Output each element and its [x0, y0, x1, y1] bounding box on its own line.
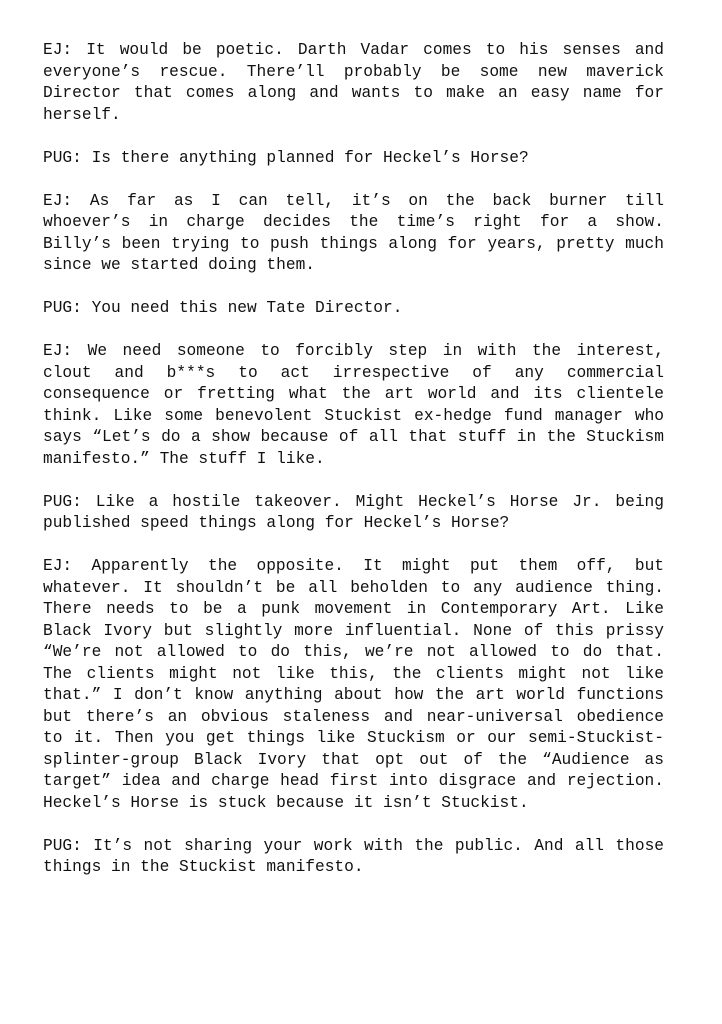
paragraph-pug-heckels-horse-question: PUG: Is there anything planned for Heckel’s Horse? — [43, 148, 529, 167]
paragraph-pug-not-sharing: PUG: It’s not sharing your work with the public. And all those things in the Stuckist manifesto. — [43, 836, 664, 876]
document-page — [43, 40, 664, 900]
paragraph-ej-forcibly-step-in: EJ: We need someone to forcibly step in with the interest, clout and b***s to act irrespective of any commercial consequence or fretting what the art world and its clientele think. Like some benevolent Stuckist ex-hedge fund manager who says “Let’s do a show because of all that stuff in the Stuckism manifesto.” The stuff I like. — [43, 342, 664, 468]
paragraph-pug-hostile-takeover: PUG: Like a hostile takeover. Might Heckel’s Horse Jr. being published speed things along for Heckel’s Horse? — [43, 492, 664, 532]
paragraph-ej-back-burner: EJ: As far as I can tell, it’s on the back burner till whoever’s in charge decides the time’s right for a show. Billy’s been trying to push things along for years, pretty much since we started doing them. — [43, 191, 664, 274]
paragraph-ej-poetic: EJ: It would be poetic. Darth Vadar comes to his senses and everyone’s rescue. There’ll probably be some new maverick Director that comes along and wants to make an easy name for herself. — [43, 41, 664, 124]
paragraph-pug-tate-director: PUG: You need this new Tate Director. — [43, 299, 403, 317]
paragraph-ej-apparently-opposite: EJ: Apparently the opposite. It might put them off, but whatever. It shouldn’t be all beholden to any audience thing. There needs to be a punk movement in Contemporary Art. Like Black Ivory but slightly more influential. None of this prissy “We’re not allowed to do this, we’re not allowed to do that. The clients might not like this, the clients might not like that.” I don’t know anything about how the art world functions but there’s an obvious staleness and near-universal obedience to it. Then you get things like Stuckism or our semi-Stuckist-splinter-group Black Ivory that opt out of the “Audience as target” idea and charge head first into disgrace and rejection. Heckel’s Horse is stuck because it isn’t Stuckist. — [43, 557, 664, 812]
